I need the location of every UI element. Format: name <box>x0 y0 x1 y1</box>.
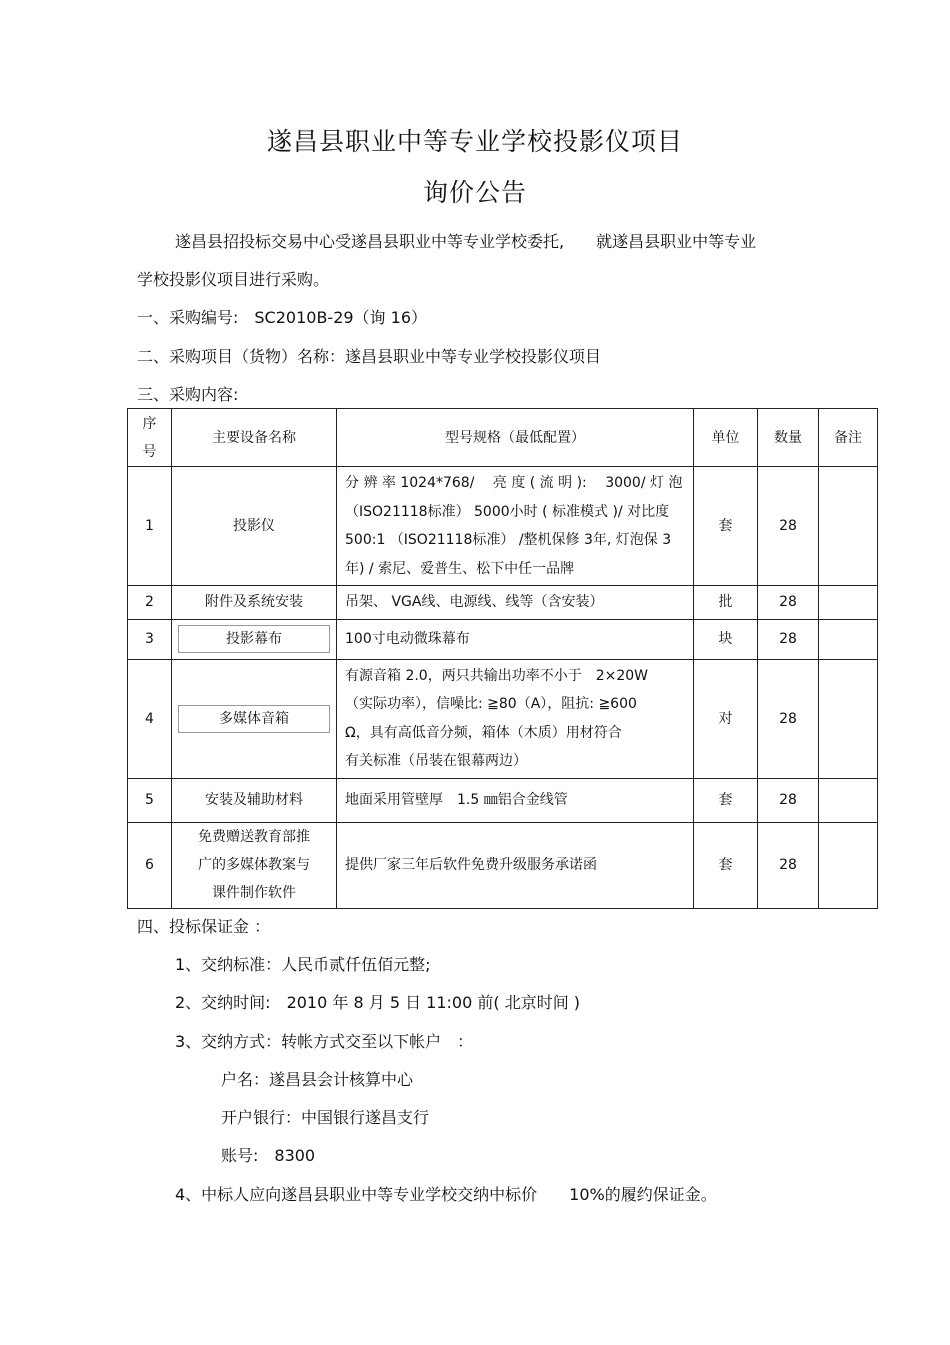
cell-qty: 28 <box>758 659 819 778</box>
header-note: 备注 <box>819 409 878 467</box>
page-title: 遂昌县职业中等专业学校投影仪项目 <box>266 127 683 156</box>
cell-qty: 28 <box>758 467 819 586</box>
deposit-time: 2、交纳时间: 2010 年 8 月 5 日 11:00 前( 北京时间 ) <box>175 993 581 1012</box>
table-row <box>128 619 878 659</box>
cell-spec: 提供厂家三年后软件免费升级服务承诺函 <box>337 822 694 908</box>
page-subtitle: 询价公告 <box>422 178 527 207</box>
header-name: 主要设备名称 <box>172 409 337 467</box>
section-procurement-number: 一、采购编号: SC2010B-29（询 16） <box>137 308 427 327</box>
cell-unit: 块 <box>694 619 758 659</box>
performance-bond: 4、中标人应向遂昌县职业中等专业学校交纳中标价 10%的履约保证金。 <box>175 1185 717 1204</box>
account-number: 账号: 8300 <box>221 1146 316 1165</box>
cell-no: 1 <box>128 467 172 586</box>
bank-name: 开户银行：中国银行遂昌支行 <box>221 1108 430 1127</box>
cell-name: 多媒体音箱 <box>172 659 337 778</box>
cell-qty: 28 <box>758 619 819 659</box>
table-row <box>128 822 878 908</box>
section-deposit: 四、投标保证金 ： <box>137 917 271 936</box>
table-row <box>128 778 878 822</box>
intro-line-2: 学校投影仪项目进行采购。 <box>137 270 330 289</box>
procurement-table <box>127 408 878 909</box>
cell-spec: 地面采用管壁厚 1.5 ㎜铝合金线管 <box>337 778 694 822</box>
header-qty: 数量 <box>758 409 819 467</box>
cell-note <box>819 822 878 908</box>
section-procurement-content: 三、采购内容: <box>137 385 239 404</box>
cell-note <box>819 586 878 620</box>
cell-no: 3 <box>128 619 172 659</box>
cell-note <box>819 467 878 586</box>
cell-no: 4 <box>128 659 172 778</box>
cell-unit: 批 <box>694 586 758 620</box>
section-procurement-item: 二、采购项目（货物）名称：遂昌县职业中等专业学校投影仪项目 <box>137 347 602 366</box>
cell-no: 6 <box>128 822 172 908</box>
cell-unit: 对 <box>694 659 758 778</box>
table-row <box>128 586 878 620</box>
intro-line-1: 遂昌县招投标交易中心受遂昌县职业中等专业学校委托, 就遂昌县职业中等专业 <box>175 232 757 251</box>
deposit-method: 3、交纳方式：转帐方式交至以下帐户 ： <box>175 1032 474 1051</box>
header-unit: 单位 <box>694 409 758 467</box>
cell-unit: 套 <box>694 467 758 586</box>
cell-note <box>819 659 878 778</box>
cell-no: 5 <box>128 778 172 822</box>
cell-spec: 吊架、 VGA线、电源线、线等（含安装） <box>337 586 694 620</box>
header-no: 序 号 <box>128 409 172 467</box>
cell-qty: 28 <box>758 778 819 822</box>
cell-note <box>819 619 878 659</box>
cell-qty: 28 <box>758 822 819 908</box>
cell-name: 附件及系统安装 <box>172 586 337 620</box>
account-name: 户名：遂昌县会计核算中心 <box>221 1070 414 1089</box>
cell-name: 投影幕布 <box>172 619 337 659</box>
cell-spec: 分 辨 率 1024*768/ 亮 度 ( 流 明 ): 3000/ 灯 泡 （ISO21118标准） 5000小时 ( 标准模式 )/ 对比度 500:1 （ISO21118标准） /整机保修 3年, 灯泡保 3 年) / 索尼、爱普生、松下中任一品牌 <box>337 467 694 586</box>
cell-unit: 套 <box>694 778 758 822</box>
cell-spec: 有源音箱 2.0，两只共输出功率不小于 2×20W （实际功率），信噪比: ≧80（A），阻抗: ≧600 Ω，具有高低音分频，箱体（木质）用材符合 有关标准（吊装在银幕两边） <box>337 659 694 778</box>
cell-no: 2 <box>128 586 172 620</box>
table-row <box>128 467 878 586</box>
cell-unit: 套 <box>694 822 758 908</box>
cell-name: 投影仪 <box>172 467 337 586</box>
table-row <box>128 659 878 778</box>
table-header-row <box>128 409 878 467</box>
cell-name: 安装及辅助材料 <box>172 778 337 822</box>
cell-qty: 28 <box>758 586 819 620</box>
cell-spec: 100寸电动微珠幕布 <box>337 619 694 659</box>
cell-note <box>819 778 878 822</box>
deposit-standard: 1、交纳标准：人民币贰仟伍佰元整; <box>175 955 431 974</box>
header-spec: 型号规格（最低配置） <box>337 409 694 467</box>
cell-name: 免费赠送教育部推 广的多媒体教案与 课件制作软件 <box>172 822 337 908</box>
